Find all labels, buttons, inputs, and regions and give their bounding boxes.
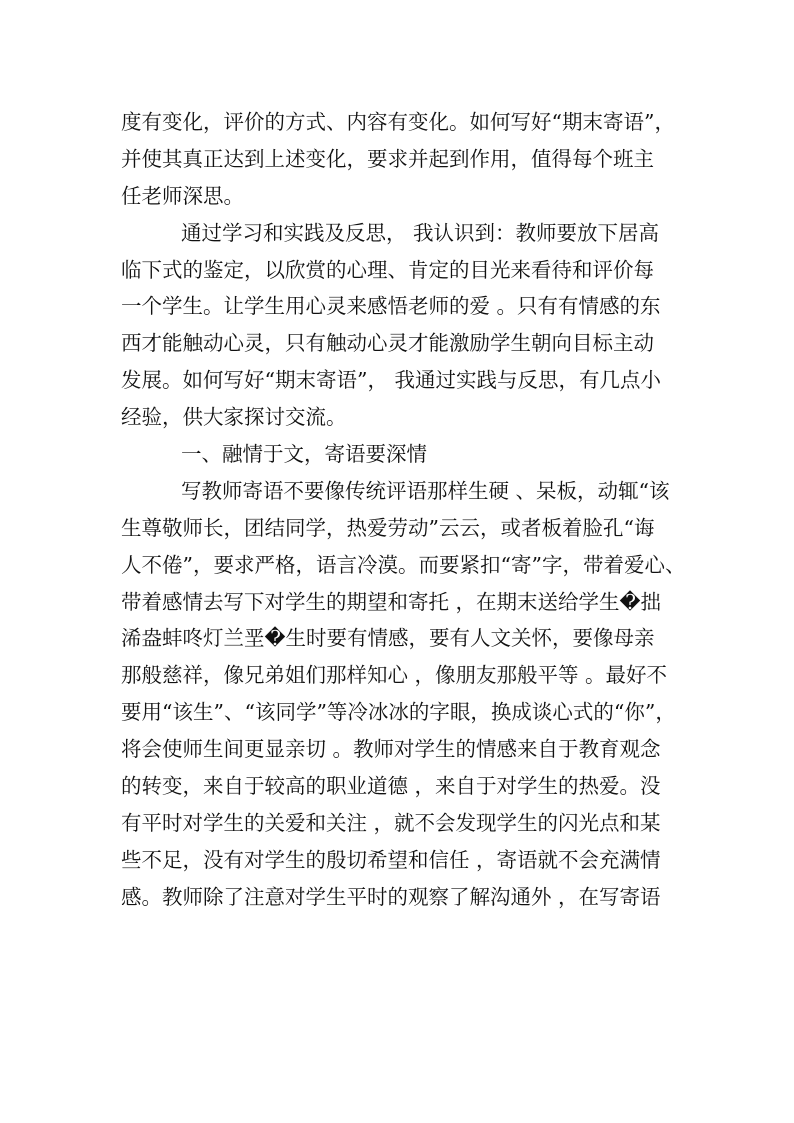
paragraph-first-line: 写教师寄语不要像传统评语那样生硬 、呆板，动辄“该 <box>181 478 670 503</box>
text-line: 的转变，来自于较高的职业道德 ，来自于对学生的热爱。没 <box>121 774 661 799</box>
text-line: 生尊敬师长，团结同学，热爱劳动”云云，或者板着脸孔“诲 <box>121 515 655 540</box>
text-line: 一个学生。让学生用心灵来感悟老师的爱 。只有有情感的东 <box>121 294 661 319</box>
text-line: 发展。如何写好“期末寄语”， 我通过实践与反思，有几点小 <box>121 368 661 393</box>
text-line: 度有变化，评价的方式、内容有变化。如何写好“期末寄语”， <box>121 110 675 134</box>
text-line: 浠盎蚌咚灯兰垩�生时要有情感，要有人文关怀，要像母亲 <box>121 626 655 651</box>
section-heading: 一、融情于文，寄语要深情 <box>181 442 427 467</box>
text-line: 有平时对学生的关爱和关注 ，就不会发现学生的闪光点和某 <box>121 810 661 835</box>
text-line: 要用“该生”、“该同学”等冷冰冰的字眼，换成谈心式的“你”， <box>121 700 676 725</box>
body-text <box>121 104 686 916</box>
text-line: 任老师深思。 <box>121 183 244 208</box>
text-line: 将会使师生间更显亲切 。教师对学生的情感来自于教育观念 <box>121 737 661 762</box>
text-line: 经验，供大家探讨交流。 <box>121 405 347 430</box>
text-line: 并使其真正达到上述变化，要求并起到作用，值得每个班主 <box>121 146 654 171</box>
text-line: 西才能触动心灵，只有触动心灵才能激励学生朝向目标主动 <box>121 331 654 356</box>
text-line: 感。教师除了注意对学生平时的观察了解沟通外 ，在写寄语 <box>121 884 661 909</box>
text-line: 那般慈祥，像兄弟姐们那样知心 ，像朋友那般平等 。最好不 <box>121 663 668 688</box>
text-line: 人不倦”，要求严格，语言冷漠。而要紧扣“寄”字，带着爱心、 <box>121 552 686 577</box>
text-line: 临下式的鉴定，以欣赏的心理、肯定的目光来看待和评价每 <box>121 257 654 282</box>
paragraph-first-line: 通过学习和实践及反思， 我认识到：教师要放下居高 <box>181 220 660 245</box>
text-line: 带着感情去写下对学生的期望和寄托 ，在期末送给学生�拙 <box>121 589 662 614</box>
text-line: 些不足，没有对学生的殷切希望和信任 ，寄语就不会充满情 <box>121 847 661 872</box>
